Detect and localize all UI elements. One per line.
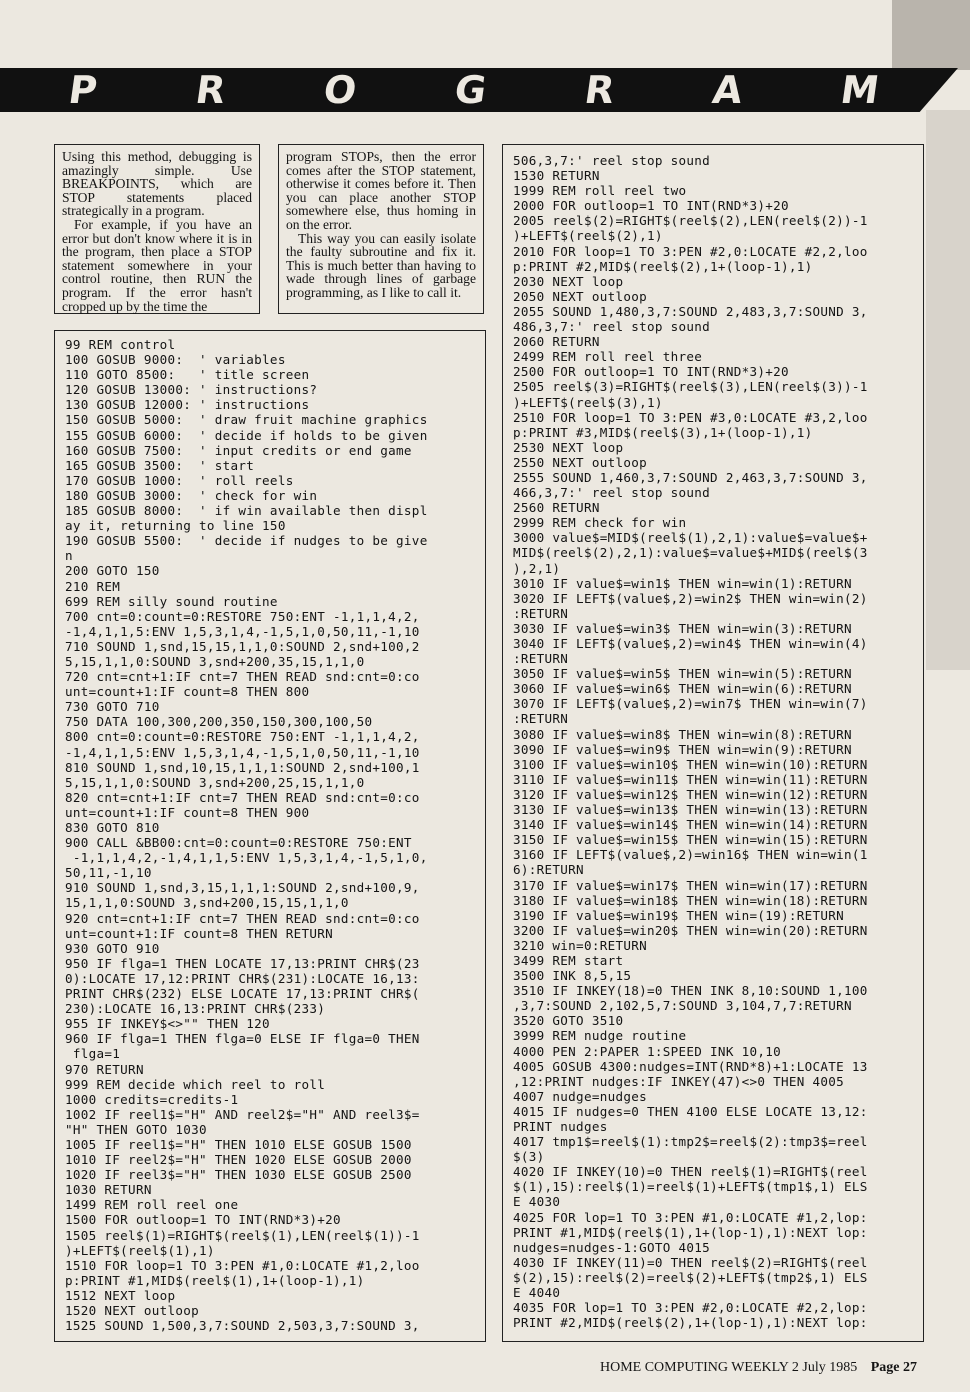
code-line: 180 GOSUB 3000: ' check for win: [65, 487, 318, 503]
code-line: 50,11,-1,10: [65, 865, 152, 881]
code-line: n: [65, 548, 73, 564]
code-line: 3110 IF value$=win11$ THEN win=win(11):RETURN: [513, 771, 868, 787]
intro-paragraph: Using this method, debugging is amazingly simple. Use BREAKPOINTS, which are STOP statements placed strategically in a program.: [62, 149, 252, 219]
code-line: 2560 RETURN: [513, 500, 600, 516]
code-line: 970 RETURN: [65, 1061, 144, 1077]
code-line: 1020 IF reel3$="H" THEN 1030 ELSE GOSUB 2500: [65, 1167, 412, 1183]
code-line: ay it, returning to line 150: [65, 518, 286, 534]
code-line: 4017 tmp1$=reel$(1):tmp2$=reel$(2):tmp3$=reel: [513, 1134, 868, 1150]
banner-letter: R: [581, 68, 618, 112]
code-line: 1030 RETURN: [65, 1182, 152, 1198]
code-line: 955 IF INKEY$<>"" THEN 120: [65, 1016, 270, 1032]
code-line: 170 GOSUB 1000: ' roll reels: [65, 472, 294, 488]
code-line: 3150 IF value$=win15$ THEN win=win(15):RETURN: [513, 832, 868, 848]
code-line: 4015 IF nudges=0 THEN 4100 ELSE LOCATE 13,12:: [513, 1103, 868, 1119]
code-line: 3160 IF LEFT$(value$,2)=win16$ THEN win=win(1: [513, 847, 868, 863]
code-line: 810 SOUND 1,snd,10,15,1,1,1:SOUND 2,snd+100,1: [65, 759, 420, 775]
code-line: 230):LOCATE 16,13:PRINT CHR$(233): [65, 1001, 326, 1017]
code-line: 200 GOTO 150: [65, 563, 160, 579]
code-line: 3130 IF value$=win13$ THEN win=win(13):RETURN: [513, 802, 868, 818]
page-footer: [600, 1360, 917, 1376]
code-line: 3210 win=0:RETURN: [513, 937, 647, 953]
code-line: 2530 NEXT loop: [513, 439, 624, 455]
code-line: 466,3,7:' reel stop sound: [513, 485, 711, 501]
code-line: 1499 REM roll reel one: [65, 1197, 239, 1213]
code-line: 3200 IF value$=win20$ THEN win=win(20):RETURN: [513, 922, 868, 938]
code-line: unt=count+1:IF count=8 THEN RETURN: [65, 925, 333, 941]
publication-name: HOME COMPUTING WEEKLY 2 July 1985: [600, 1360, 858, 1375]
intro-column-2: [278, 144, 484, 314]
code-line: ),2,1): [513, 560, 561, 576]
code-line: 4035 FOR lop=1 TO 3:PEN #2,0:LOCATE #2,2,lop:: [513, 1300, 868, 1316]
code-line: 2050 NEXT outloop: [513, 288, 647, 304]
code-line: 3190 IF value$=win19$ THEN win=(19):RETURN: [513, 907, 845, 923]
page-edge-strip: [926, 110, 970, 670]
code-line: 3170 IF value$=win17$ THEN win=win(17):RETURN: [513, 877, 868, 893]
code-line: 830 GOTO 810: [65, 820, 160, 835]
code-line: E 4040: [513, 1285, 561, 1301]
code-line: p:PRINT #3,MID$(reel$(3),1+(loop-1),1): [513, 424, 813, 440]
code-line: 1000 credits=credits-1: [65, 1091, 239, 1107]
code-line: $(3): [513, 1149, 545, 1165]
code-line: 165 GOSUB 3500: ' start: [65, 457, 255, 473]
intro-paragraph: This way you can easily isolate the faulty subroutine and fix it. This is much better than having to wade through lines of garbage programming, as I like to call it.: [286, 230, 476, 300]
code-line: 3080 IF value$=win8$ THEN win=win(8):RETURN: [513, 726, 852, 742]
intro-column-1: [54, 144, 260, 314]
code-line: 3010 IF value$=win1$ THEN win=win(1):RETURN: [513, 575, 852, 591]
code-line: 130 GOSUB 12000: ' instructions: [65, 397, 310, 413]
banner-letter: O: [320, 68, 360, 112]
code-line: 3060 IF value$=win6$ THEN win=win(6):RETURN: [513, 681, 852, 697]
code-line: 1512 NEXT loop: [65, 1287, 176, 1303]
code-line: 3070 IF LEFT$(value$,2)=win7$ THEN win=win(7): [513, 696, 868, 712]
code-line: 3040 IF LEFT$(value$,2)=win4$ THEN win=win(4): [513, 636, 868, 651]
code-line: 4007 nudge=nudges: [513, 1088, 647, 1104]
code-line: 3120 IF value$=win12$ THEN win=win(12):RETURN: [513, 786, 868, 802]
code-line: 1999 REM roll reel two: [513, 183, 687, 199]
code-line: 2005 reel$(2)=RIGHT$(reel$(2),LEN(reel$(2))-1: [513, 213, 868, 229]
code-line: 820 cnt=cnt+1:IF cnt=7 THEN READ snd:cnt=0:co: [65, 789, 420, 805]
code-line: -1,1,1,4,2,-1,4,1,1,5:ENV 1,5,3,1,4,-1,5,1,0,: [65, 850, 428, 866]
banner-letter: M: [837, 68, 882, 112]
code-line: :RETURN: [513, 711, 569, 727]
code-line: $(1),15):reel$(1)=reel$(1)+LEFT$(tmp1$,1) ELS: [513, 1179, 868, 1195]
code-line: 99 REM control: [65, 337, 176, 352]
code-line: :RETURN: [513, 605, 569, 621]
code-line: 1525 SOUND 1,500,3,7:SOUND 2,503,3,7:SOUND 3,: [65, 1318, 420, 1334]
code-line: "H" THEN GOTO 1030: [65, 1121, 207, 1137]
code-line: 3500 INK 8,5,15: [513, 968, 632, 984]
code-line: )+LEFT$(reel$(1),1): [65, 1242, 215, 1258]
code-line: -1,4,1,1,5:ENV 1,5,3,1,4,-1,5,1,0,50,11,-1,10: [65, 623, 420, 639]
code-line: 750 DATA 100,300,200,350,150,300,100,50: [65, 714, 373, 730]
code-line: ,12:PRINT nudges:IF INKEY(47)<>0 THEN 4005: [513, 1073, 845, 1089]
code-line: 3999 REM nudge routine: [513, 1028, 687, 1044]
code-line: 960 IF flga=1 THEN flga=0 ELSE IF flga=0 THEN: [65, 1031, 420, 1047]
code-line: 3100 IF value$=win10$ THEN win=win(10):RETURN: [513, 756, 868, 772]
code-line: 5,15,1,1,0:SOUND 3,snd+200,35,15,1,1,0: [65, 653, 365, 669]
code-line: 900 CALL &BB00:cnt=0:count=0:RESTORE 750:ENT: [65, 835, 412, 851]
code-line: 920 cnt=cnt+1:IF cnt=7 THEN READ snd:cnt=0:co: [65, 910, 420, 926]
code-line: 3050 IF value$=win5$ THEN win=win(5):RETURN: [513, 666, 852, 682]
code-line: 700 cnt=0:count=0:RESTORE 750:ENT -1,1,1,4,2,: [65, 608, 420, 624]
code-line: 3000 value$=MID$(reel$(1),2,1):value$=value$+: [513, 530, 868, 546]
code-line: 4025 FOR lop=1 TO 3:PEN #1,0:LOCATE #1,2,lop:: [513, 1209, 868, 1225]
code-line: 3510 IF INKEY(18)=0 THEN INK 8,10:SOUND 1,100: [513, 983, 868, 999]
code-line: 160 GOSUB 7500: ' input credits or end game: [65, 442, 412, 458]
code-line: 1510 FOR loop=1 TO 3:PEN #1,0:LOCATE #1,2,loo: [65, 1257, 420, 1273]
code-line: 2499 REM roll reel three: [513, 349, 703, 365]
code-line: ,3,7:SOUND 2,102,5,7:SOUND 3,104,7,7:RETURN: [513, 998, 852, 1014]
banner-letter: R: [192, 68, 229, 112]
code-line: 3180 IF value$=win18$ THEN win=win(18):RETURN: [513, 892, 868, 908]
code-line: 2550 NEXT outloop: [513, 454, 647, 470]
code-line: 710 SOUND 1,snd,15,15,1,1,0:SOUND 2,snd+100,2: [65, 638, 420, 654]
code-line: 110 GOTO 8500: ' title screen: [65, 367, 310, 383]
code-line: 3499 REM start: [513, 952, 624, 968]
intro-paragraph: For example, if you have an error but don't know where it is in the program, then place a STOP statement somewhere in your control routine, then RUN the program. If the error hasn't cropped up by the time the: [62, 216, 252, 314]
banner-letter: G: [451, 68, 490, 112]
code-line: 2510 FOR loop=1 TO 3:PEN #3,0:LOCATE #3,2,loo: [513, 409, 868, 425]
code-line: 185 GOSUB 8000: ' if win available then displ: [65, 503, 428, 519]
code-line: 950 IF flga=1 THEN LOCATE 17,13:PRINT CHR$(23: [65, 955, 420, 971]
code-line: 120 GOSUB 13000: ' instructions?: [65, 382, 318, 398]
code-line: 150 GOSUB 5000: ' draw fruit machine graphics: [65, 412, 428, 428]
code-line: PRINT #2,MID$(reel$(2),1+(lop-1),1):NEXT lop:: [513, 1315, 868, 1331]
code-line: 3030 IF value$=win3$ THEN win=win(3):RETURN: [513, 620, 852, 636]
code-line: $(2),15):reel$(2)=reel$(2)+LEFT$(tmp2$,1) ELS: [513, 1269, 868, 1285]
code-line: 2555 SOUND 1,460,3,7:SOUND 2,463,3,7:SOUND 3,: [513, 469, 868, 485]
code-line: 3020 IF LEFT$(value$,2)=win2$ THEN win=win(2): [513, 590, 868, 606]
code-line: flga=1: [65, 1046, 121, 1062]
code-line: PRINT CHR$(232) ELSE LOCATE 17,13:PRINT CHR$(: [65, 986, 420, 1002]
code-line: 730 GOTO 710: [65, 699, 160, 715]
code-line: 1505 reel$(1)=RIGHT$(reel$(1),LEN(reel$(1))-1: [65, 1227, 420, 1243]
code-line: 1500 FOR outloop=1 TO INT(RND*3)+20: [65, 1212, 341, 1228]
code-line: nudges=nudges-1:GOTO 4015: [513, 1239, 711, 1255]
code-line: 930 GOTO 910: [65, 940, 160, 956]
code-line: :RETURN: [513, 651, 569, 667]
code-line: 210 REM: [65, 578, 121, 594]
code-line: 800 cnt=0:count=0:RESTORE 750:ENT -1,1,1,4,2,: [65, 729, 420, 745]
code-line: E 4030: [513, 1194, 561, 1210]
code-line: 4030 IF INKEY(11)=0 THEN reel$(2)=RIGHT$(reel: [513, 1254, 868, 1270]
code-line: 1530 RETURN: [513, 168, 600, 184]
code-line: -1,4,1,1,5:ENV 1,5,3,1,4,-1,5,1,0,50,11,-1,10: [65, 744, 420, 760]
code-line: 910 SOUND 1,snd,3,15,1,1,1:SOUND 2,snd+100,9,: [65, 880, 420, 896]
code-line: 2000 FOR outloop=1 TO INT(RND*3)+20: [513, 198, 789, 214]
code-line: 2055 SOUND 1,480,3,7:SOUND 2,483,3,7:SOUND 3,: [513, 303, 868, 319]
intro-paragraph: program STOPs, then the error comes after the STOP statement, otherwise it comes before it. Then you can place another STOP somewhere else, thus homing in on the error.: [286, 149, 476, 232]
code-line: 6):RETURN: [513, 862, 584, 878]
code-line: 506,3,7:' reel stop sound: [513, 153, 711, 168]
banner-letter: A: [709, 68, 746, 112]
code-line: 999 REM decide which reel to roll: [65, 1076, 326, 1092]
code-line: 1520 NEXT outloop: [65, 1303, 199, 1318]
code-line: 1010 IF reel2$="H" THEN 1020 ELSE GOSUB 2000: [65, 1152, 412, 1168]
code-line: 2060 RETURN: [513, 334, 600, 350]
code-line: MID$(reel$(2),2,1):value$=value$+MID$(reel$(3: [513, 545, 868, 561]
code-line: 1005 IF reel1$="H" THEN 1010 ELSE GOSUB 1500: [65, 1136, 412, 1152]
code-line: 4020 IF INKEY(10)=0 THEN reel$(1)=RIGHT$(reel: [513, 1164, 868, 1180]
code-line: 1002 IF reel1$="H" AND reel2$="H" AND reel3$=: [65, 1106, 420, 1122]
code-line: unt=count+1:IF count=8 THEN 900: [65, 804, 310, 820]
code-line: 2505 reel$(3)=RIGHT$(reel$(3),LEN(reel$(3))-1: [513, 379, 868, 395]
code-line: 190 GOSUB 5500: ' decide if nudges to be give: [65, 533, 428, 549]
code-line: )+LEFT$(reel$(2),1): [513, 228, 663, 244]
banner-letter: P: [66, 68, 101, 112]
code-line: 155 GOSUB 6000: ' decide if holds to be given: [65, 427, 428, 443]
listing-left: [54, 330, 486, 1342]
code-line: )+LEFT$(reel$(3),1): [513, 394, 663, 410]
code-line: 0):LOCATE 17,12:PRINT CHR$(231):LOCATE 16,13:: [65, 970, 420, 986]
code-line: 4005 GOSUB 4300:nudges=INT(RND*8)+1:LOCATE 13: [513, 1058, 868, 1074]
code-line: 2030 NEXT loop: [513, 273, 624, 289]
code-line: 2010 FOR loop=1 TO 3:PEN #2,0:LOCATE #2,2,loo: [513, 243, 868, 259]
code-line: unt=count+1:IF count=8 THEN 800: [65, 684, 310, 700]
program-banner-letters: [0, 68, 958, 112]
code-line: 486,3,7:' reel stop sound: [513, 319, 711, 335]
code-line: 3140 IF value$=win14$ THEN win=win(14):RETURN: [513, 817, 868, 833]
code-line: 3520 GOTO 3510: [513, 1013, 624, 1029]
code-line: 3090 IF value$=win9$ THEN win=win(9):RETURN: [513, 741, 852, 757]
code-line: PRINT nudges: [513, 1119, 608, 1134]
code-line: PRINT #1,MID$(reel$(1),1+(lop-1),1):NEXT lop:: [513, 1224, 868, 1240]
code-line: 2999 REM check for win: [513, 515, 687, 531]
code-line: 2500 FOR outloop=1 TO INT(RND*3)+20: [513, 364, 789, 380]
code-line: 4000 PEN 2:PAPER 1:SPEED INK 10,10: [513, 1043, 781, 1059]
page-number: Page 27: [870, 1360, 917, 1375]
code-line: p:PRINT #2,MID$(reel$(2),1+(loop-1),1): [513, 258, 813, 274]
page-edge-tab: [892, 0, 970, 70]
code-line: p:PRINT #1,MID$(reel$(1),1+(loop-1),1): [65, 1272, 365, 1288]
code-line: 100 GOSUB 9000: ' variables: [65, 352, 286, 368]
code-line: 699 REM silly sound routine: [65, 593, 278, 609]
listing-right: [502, 144, 924, 1342]
code-line: 720 cnt=cnt+1:IF cnt=7 THEN READ snd:cnt=0:co: [65, 669, 420, 685]
code-line: 15,1,1,0:SOUND 3,snd+200,15,15,1,1,0: [65, 895, 349, 911]
code-line: 5,15,1,1,0:SOUND 3,snd+200,25,15,1,1,0: [65, 774, 365, 790]
